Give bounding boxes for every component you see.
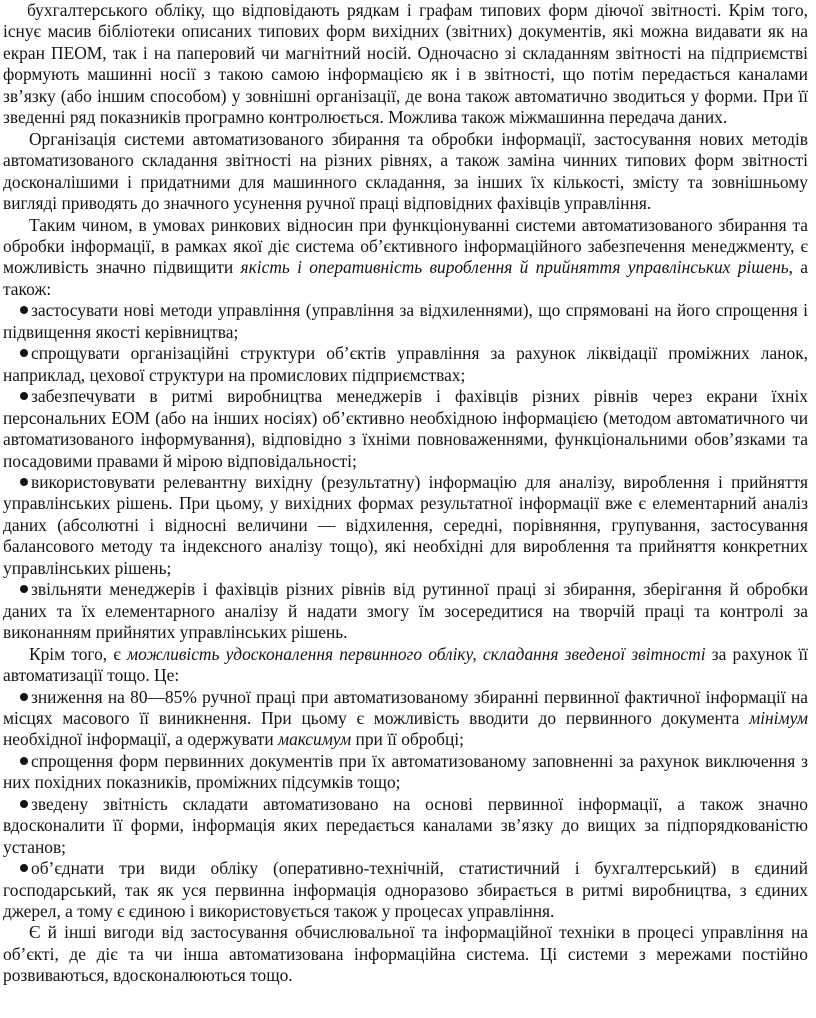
emphasis-text: можливість удосконалення первинного обліку, складання зведеної звітності <box>127 643 706 664</box>
paragraph-text: Таким чином, в умовах ринкових відносин при функціонуванні системи автоматизованого збирання та обробки інформації, в рамках якої діє система об’єктивного інформаційного забезпечення менеджменту, є можливість значно підвищити <box>3 214 808 278</box>
paragraph-text: за рахунок її автоматизації тощо. Це: <box>3 643 808 686</box>
paragraph-text: , а також: <box>3 257 808 299</box>
paragraph-market-conditions <box>3 215 808 301</box>
bullet-icon <box>20 349 28 357</box>
list-item <box>3 300 808 343</box>
list-item <box>3 343 808 386</box>
bullet-icon <box>20 800 28 808</box>
list-item <box>3 794 808 858</box>
list-item-text: забезпечувати в ритмі виробництва менеджерів і фахівців різних рівнів через екрани їхніх персональних ЕОМ (або на інших носіях) об’єктивно необхідною інформацією (методом автоматичного чи автоматизованого інформування), відповідно з їхніми повноваженнями, функціональними обов’язками та посадовими правами й мірою відповідальності; <box>3 386 808 471</box>
paragraph-text: Крім того, є <box>29 643 128 664</box>
bullet-icon <box>20 478 28 486</box>
list-item-text: використовувати релевантну вихідну (результатну) інформацію для аналізу, вироблення і прийняття управлінських рішень. При цьому, у вихідних формах результатної інформації вже є елементарний аналіз даних (абсолютні і відносні величини — відхилення, середні, порівняння, групування, застосування балансового методу та індексного аналізу тощо), які необхідні для вироблення та прийняття конкретних управлінських рішень; <box>3 471 808 578</box>
paragraph-reporting-forms: бухгалтерського обліку, що відповідають рядкам і графам типових форм діючої звітності. Крім того, існує масив бібліотеки описаних типових форм вихідних (звітних) документів, які можна видавати як на екран ПЕОМ, так і на паперовий чи магнітний носій. Одночасно зі складанням звітності на підприємстві формують машинні носії з такою самою інформацією як і в звітності, що потім передається каналами зв’язку (або іншим способом) у зовнішні організації, де вона також автоматично зводиться у форми. При її зведенні ряд показників програмно контролюється. Можлива також міжмашинна передача даних. <box>3 0 808 128</box>
emphasis-text: максимум <box>278 729 352 750</box>
bullet-icon <box>20 306 28 314</box>
list-item-text: звільняти менеджерів і фахівців різних рівнів від рутинної праці зі збирання, зберігання й обробки даних та їх елементарного аналізу й надати змогу їм зосередитися на творчій праці та контролі за виконанням прийнятих управлінських рішень. <box>3 579 808 643</box>
list-item <box>3 579 808 643</box>
bullet-icon <box>20 392 28 400</box>
bullet-icon <box>20 864 28 872</box>
list-item-text: зведену звітність складати автоматизовано на основі первинної інформації, а також значно вдосконалити її форми, інформація яких передається каналами зв’язку до вищих за підпорядкованістю установ; <box>3 793 808 857</box>
list-item <box>3 858 808 922</box>
list-item-text: об’єднати три види обліку (оперативно-технічній, статистичний і бухгалтерський) в єдиний господарський, так як уся первинна інформація одноразово збирається в ритмі виробництва, з єдиних джерел, а тому є єдиною і використовується також у процесах управління. <box>3 858 808 922</box>
list-item-text: необхідної інформації, а одержувати <box>3 729 279 750</box>
bullet-icon <box>20 585 28 593</box>
bullet-icon <box>20 757 28 765</box>
list-item <box>3 472 808 579</box>
emphasis-text: мінімум <box>749 707 808 728</box>
list-item-text: спрощення форм первинних документів при їх автоматизованому заповненні за рахунок виключення з них похідних показників, проміжних підсумків тощо; <box>3 750 808 793</box>
bullet-icon <box>20 693 28 701</box>
list-item <box>3 386 808 472</box>
list-item-text: застосувати нові методи управління (управління за відхиленнями), що спрямовані на його спрощення і підвищення якості керівництва; <box>3 300 808 342</box>
emphasis-text: якість і оперативність вироблення й прийняття управлінських рішень <box>240 257 789 278</box>
paragraph-other-benefits: Є й інші вигоди від застосування обчислювальної та інформаційної техніки в процесі управління на об’єкті, де діє та чи інша автоматизована інформаційна система. Ці системи з мережами постійно розвиваються, вдосконалюються тощо. <box>3 922 808 986</box>
list-item-text: спрощувати організаційні структури об’єктів управління за рахунок ліквідації проміжних ланок, наприклад, цехової структури на промислових підприємствах; <box>3 343 808 385</box>
list-item <box>3 687 808 751</box>
paragraph-primary-accounting <box>3 644 808 687</box>
list-item-text: при її обробці; <box>351 729 464 750</box>
paragraph-automation-organization: Організація системи автоматизованого збирання та обробки інформації, застосування нових методів автоматизованого складання звітності на різних рівнях, а також заміна чинних типових форм звітності досконалішими і придатними для машинного складання, за інших їх кількості, змісту та зовнішньому вигляді приводять до значного усунення ручної праці відповідних фахівців управління. <box>3 128 808 214</box>
list-item-text: зниження на 80—85% ручної праці при автоматизованому збиранні первинної фактичної інформації на місцях масового її виникнення. При цьому є можливість вводити до первинного документа <box>3 686 808 728</box>
list-item <box>3 751 808 794</box>
